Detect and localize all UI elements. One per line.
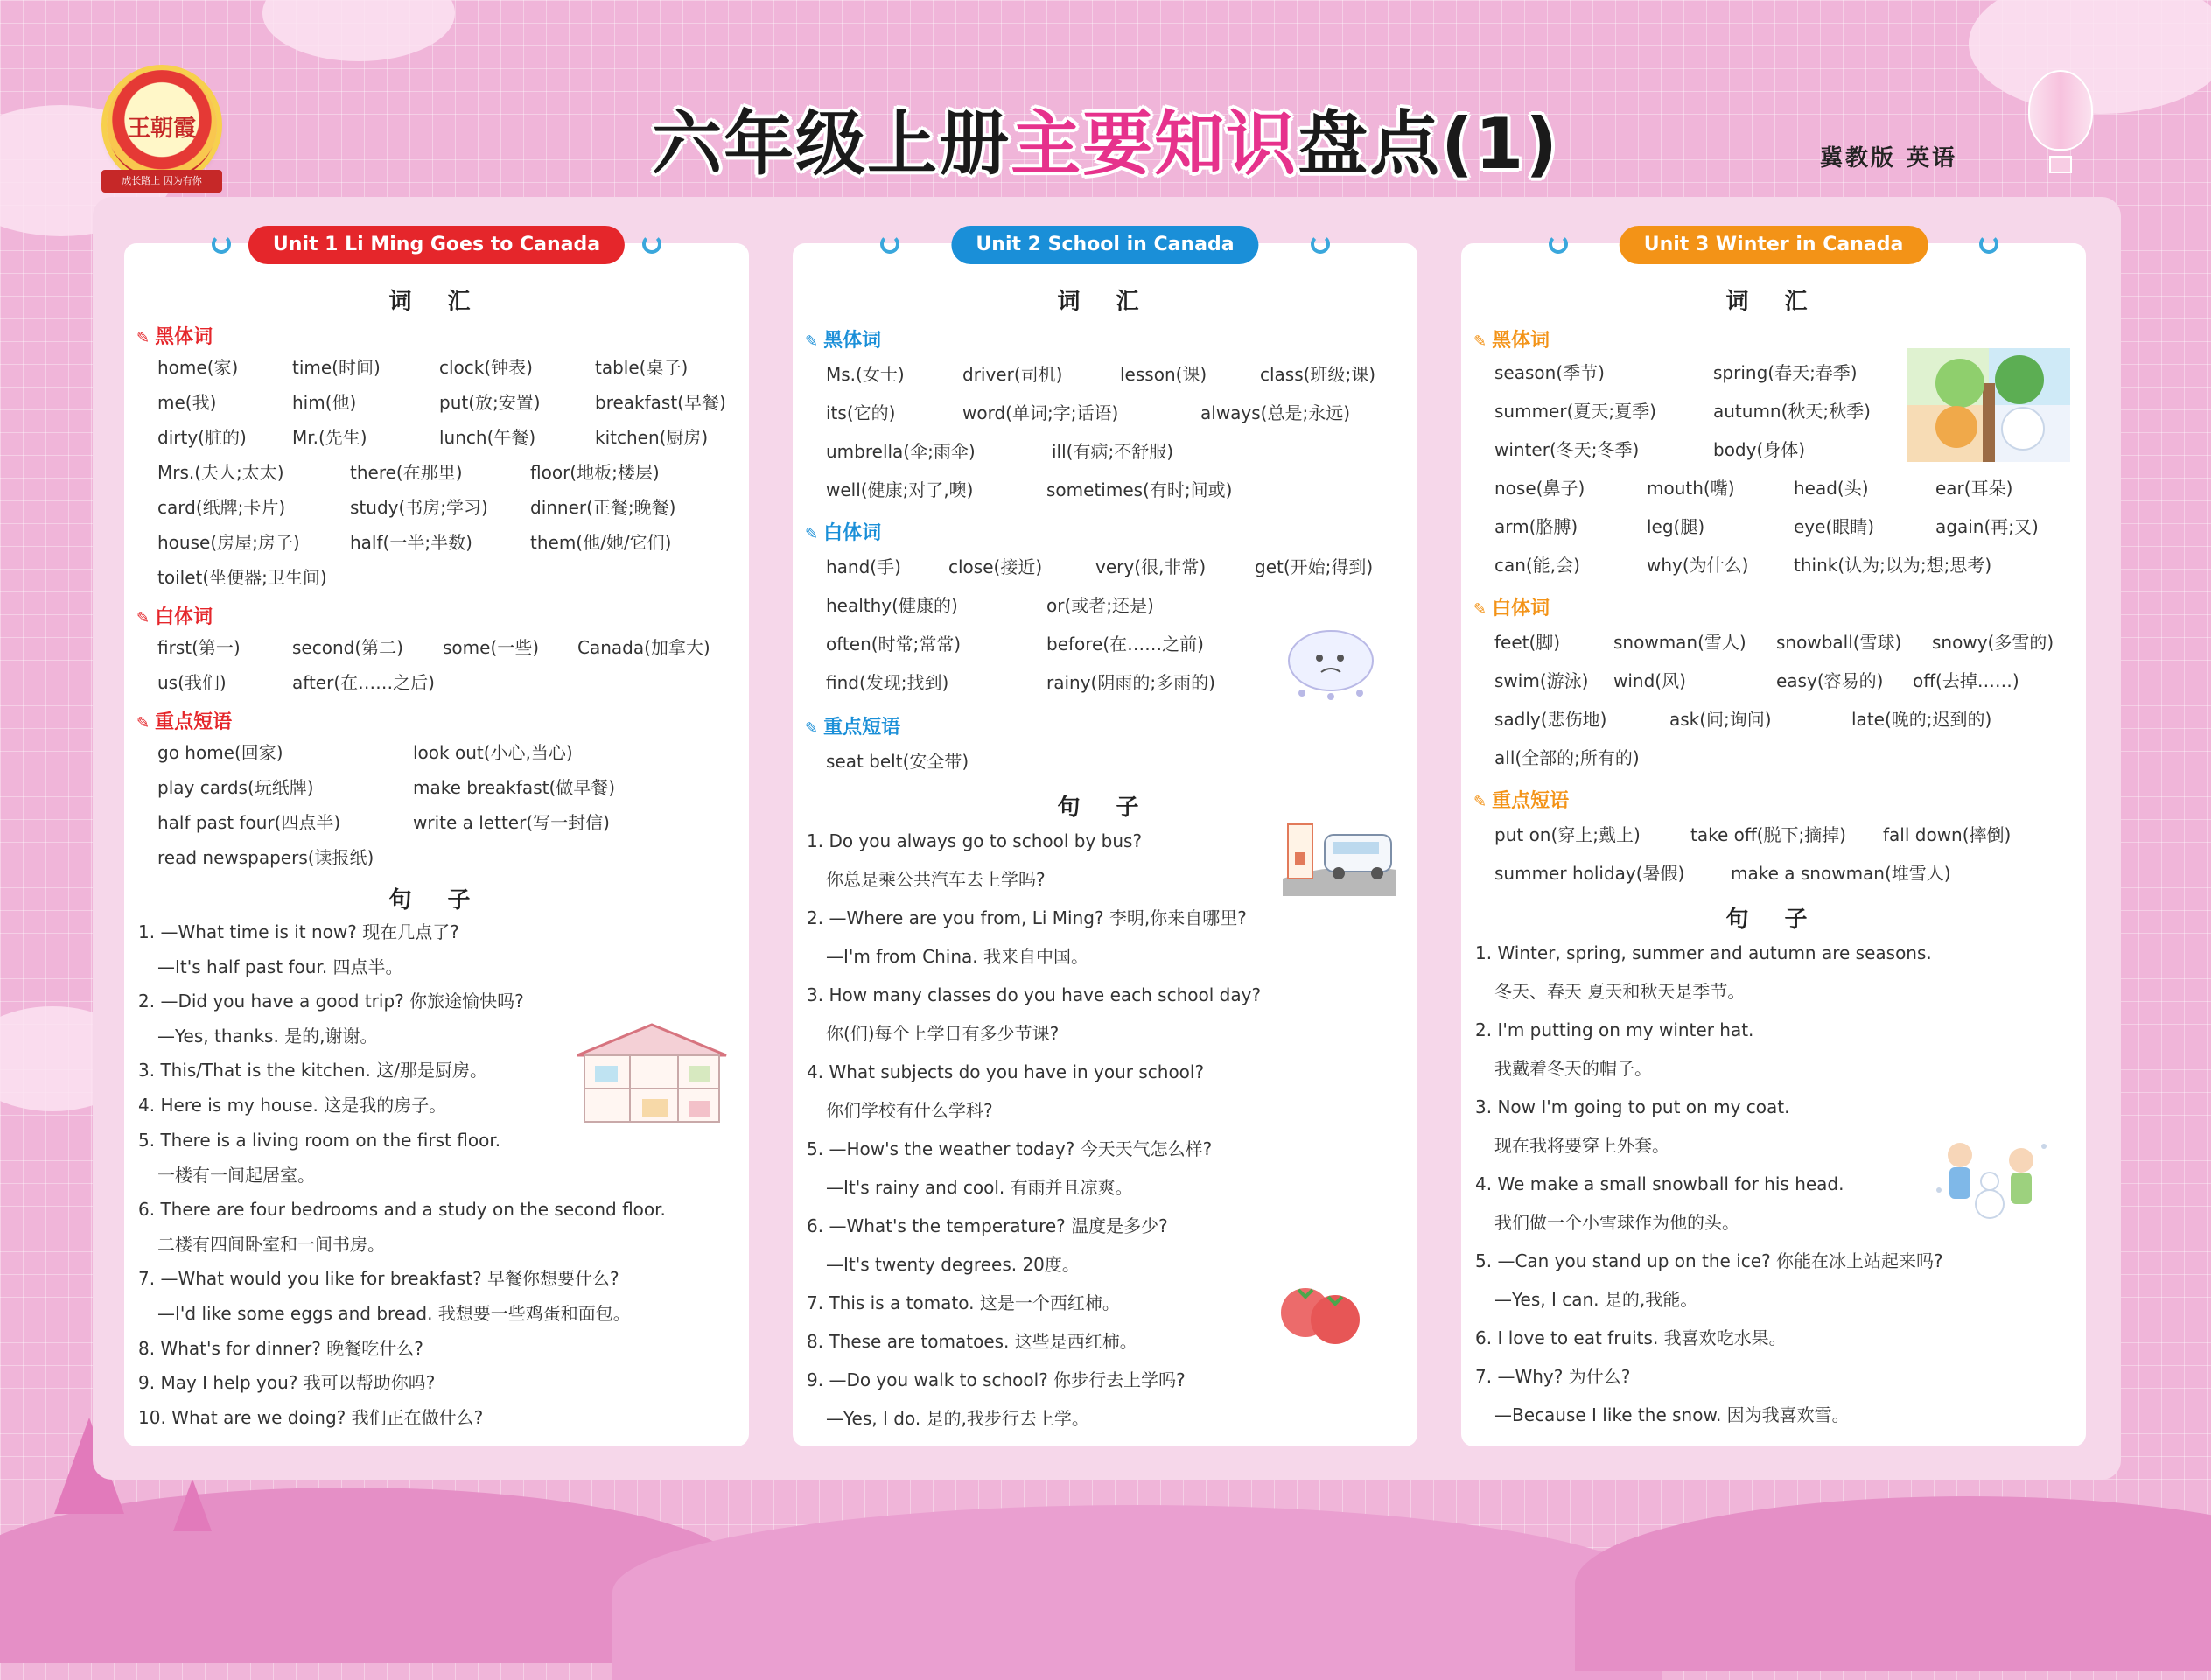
word: umbrella(伞;雨伞) — [826, 441, 976, 462]
sentence-line: 1. Winter, spring, summer and autumn are seasons. — [1475, 942, 1932, 963]
sentence-line: 9. May I help you? 我可以帮助你吗? — [138, 1372, 436, 1393]
white-words-label — [805, 518, 881, 545]
background-hill — [1575, 1496, 2211, 1671]
pen-icon: ✎ — [1473, 600, 1487, 619]
word: them(他/她/它们) — [530, 532, 672, 553]
bold-words-label — [805, 326, 881, 353]
word: find(发现;找到) — [826, 672, 949, 693]
sentence-line: —Yes, I can. 是的,我能。 — [1494, 1289, 1698, 1310]
sentence-line: 你(们)每个上学日有多少节课? — [826, 1023, 1060, 1044]
word: driver(司机) — [962, 364, 1063, 385]
word: put(放;安置) — [439, 392, 541, 413]
subhead-text: 黑体词 — [1492, 330, 1550, 352]
word: late(晚的;迟到的) — [1851, 709, 1992, 730]
phrase: seat belt(安全带) — [826, 751, 969, 772]
word: ear(耳朵) — [1935, 478, 2013, 499]
sentence-line: 现在我将要穿上外套。 — [1494, 1135, 1669, 1156]
word: snowy(多雪的) — [1932, 632, 2054, 653]
word: there(在那里) — [350, 462, 463, 483]
word: clock(钟表) — [439, 357, 533, 378]
subhead-text: 白体词 — [155, 606, 213, 628]
word: nose(鼻子) — [1494, 478, 1585, 499]
word: ask(问;询问) — [1669, 709, 1772, 730]
sentence-line: 二楼有四间卧室和一间书房。 — [157, 1234, 385, 1255]
sentence-line: 6. I love to eat fruits. 我喜欢吃水果。 — [1475, 1327, 1787, 1348]
word: some(一些) — [443, 637, 540, 658]
title-highlight: 主要知识 — [1011, 103, 1298, 185]
word: dirty(脏的) — [157, 427, 247, 448]
vocab-heading: 词 汇 — [1725, 289, 1822, 315]
word: Canada(加拿大) — [577, 637, 710, 658]
brand-ribbon: 成长路上 因为有你 — [101, 170, 222, 192]
word: after(在……之后) — [292, 672, 435, 693]
word: summer(夏天;夏季) — [1494, 401, 1656, 422]
sentence-line: 你们学校有什么学科? — [826, 1100, 993, 1121]
word: second(第二) — [292, 637, 403, 658]
pine-tree-icon — [173, 1479, 212, 1531]
word: always(总是;永远) — [1200, 402, 1351, 424]
word: ill(有病;不舒服) — [1052, 441, 1174, 462]
phrase: put on(穿上;戴上) — [1494, 824, 1641, 845]
word: well(健康;对了,噢) — [826, 480, 974, 500]
sentence-line: 4. Here is my house. 这是我的房子。 — [138, 1095, 447, 1116]
key-phrases-label — [1473, 786, 1569, 813]
word: season(季节) — [1494, 362, 1605, 383]
word: why(为什么) — [1647, 555, 1749, 576]
word: eye(眼睛) — [1794, 516, 1875, 537]
sentence-line: 你总是乘公共汽车去上学吗? — [826, 869, 1046, 890]
word: healthy(健康的) — [826, 595, 958, 616]
brand-name: 王朝霞 — [127, 116, 196, 142]
unit3-panel — [1461, 234, 2086, 1446]
word: head(头) — [1794, 478, 1869, 499]
word: mouth(嘴) — [1647, 478, 1735, 499]
word: very(很,非常) — [1095, 556, 1207, 578]
sentence-line: 7. This is a tomato. 这是一个西红柿。 — [807, 1292, 1120, 1313]
sentence-line: 1. —What time is it now? 现在几点了? — [138, 921, 459, 942]
binder-ring-icon — [1311, 234, 1330, 254]
binder-ring-icon — [1549, 234, 1568, 254]
phrase: make a snowman(堆雪人) — [1731, 863, 1951, 884]
sentence-line: 2. —Did you have a good trip? 你旅途愉快吗? — [138, 990, 524, 1012]
title-part: 盘点 — [1298, 103, 1442, 185]
pen-icon: ✎ — [805, 525, 819, 543]
tomato-illustration — [1274, 1278, 1370, 1348]
subhead-text: 重点短语 — [823, 717, 901, 738]
sentence-line: —I'm from China. 我来自中国。 — [826, 946, 1088, 967]
word: easy(容易的) — [1776, 670, 1884, 691]
sentence-heading: 句 子 — [1725, 906, 1822, 933]
word: lesson(课) — [1120, 364, 1207, 385]
sentence-line: —Yes, thanks. 是的,谢谢。 — [157, 1026, 378, 1046]
word: toilet(坐便器;卫生间) — [157, 567, 327, 588]
sentence-line: 10. What are we doing? 我们正在做什么? — [138, 1407, 484, 1428]
sentence-line: 3. Now I'm going to put on my coat. — [1475, 1096, 1790, 1117]
word: floor(地板;楼层) — [530, 462, 660, 483]
bus-stop-illustration — [1283, 817, 1396, 896]
phrase: fall down(摔倒) — [1883, 824, 2012, 845]
white-words-label — [136, 602, 213, 629]
subhead-text: 白体词 — [1492, 598, 1550, 620]
house-illustration — [569, 1020, 735, 1125]
binder-ring-icon — [212, 234, 231, 254]
word: dinner(正餐;晚餐) — [530, 497, 676, 518]
word: lunch(午餐) — [439, 427, 536, 448]
background-cloud — [262, 0, 455, 61]
word: rainy(阴雨的;多雨的) — [1046, 672, 1215, 693]
word: table(桌子) — [595, 357, 689, 378]
word: kitchen(厨房) — [595, 427, 709, 448]
word: off(去掉……) — [1913, 670, 2019, 691]
subhead-text: 重点短语 — [155, 711, 233, 733]
sentence-line: 6. —What's the temperature? 温度是多少? — [807, 1215, 1168, 1236]
word: feet(脚) — [1494, 632, 1561, 653]
word: think(认为;以为;想;思考) — [1794, 555, 1992, 576]
subhead-text: 黑体词 — [155, 326, 213, 348]
white-words-label — [1473, 593, 1550, 620]
background-hill — [612, 1505, 1662, 1680]
sentence-line: —It's rainy and cool. 有雨并且凉爽。 — [826, 1177, 1133, 1198]
word: all(全部的;所有的) — [1494, 747, 1640, 768]
word: again(再;又) — [1935, 516, 2039, 537]
word: its(它的) — [826, 402, 896, 424]
unit2-panel — [793, 234, 1417, 1446]
sentence-line: 我戴着冬天的帽子。 — [1494, 1058, 1652, 1079]
phrase: take off(脱下;摘掉) — [1690, 824, 1846, 845]
sentence-line: 7. —What would you like for breakfast? 早餐你想要什么? — [138, 1268, 619, 1289]
balloon-basket-icon — [2049, 156, 2072, 173]
pen-icon: ✎ — [805, 332, 819, 351]
four-seasons-illustration — [1907, 348, 2070, 462]
vocab-heading: 词 汇 — [1057, 289, 1153, 315]
word: wind(风) — [1613, 670, 1686, 691]
word: him(他) — [292, 392, 357, 413]
key-phrases-label — [805, 712, 900, 739]
sentence-line: 一楼有一间起居室。 — [157, 1165, 315, 1186]
word: Mrs.(夫人;太太) — [157, 462, 284, 483]
word: Mr.(先生) — [292, 427, 367, 448]
word: house(房屋;房子) — [157, 532, 300, 553]
word: can(能,会) — [1494, 555, 1580, 576]
binder-ring-icon — [642, 234, 661, 254]
word: class(班级;课) — [1260, 364, 1375, 385]
sentence-line: 1. Do you always go to school by bus? — [807, 830, 1143, 851]
phrase: play cards(玩纸牌) — [157, 777, 314, 798]
unit3-badge: Unit 3 Winter in Canada — [1620, 226, 1928, 264]
word: sometimes(有时;间或) — [1046, 480, 1233, 500]
unit1-badge: Unit 1 Li Ming Goes to Canada — [248, 226, 625, 264]
sentence-line: 8. What's for dinner? 晚餐吃什么? — [138, 1338, 423, 1359]
sentence-line: 4. What subjects do you have in your school? — [807, 1061, 1205, 1082]
word: snowball(雪球) — [1776, 632, 1902, 653]
word: body(身体) — [1713, 439, 1806, 460]
word: first(第一) — [157, 637, 241, 658]
bold-words-label — [1473, 326, 1550, 353]
phrase: summer holiday(暑假) — [1494, 863, 1685, 884]
sentence-line: 9. —Do you walk to school? 你步行去上学吗? — [807, 1369, 1186, 1390]
sentence-line: 4. We make a small snowball for his head. — [1475, 1173, 1844, 1194]
phrase: look out(小心,当心) — [413, 742, 573, 763]
pen-icon: ✎ — [136, 329, 150, 347]
sentence-line: 2. I'm putting on my winter hat. — [1475, 1019, 1754, 1040]
phrase: go home(回家) — [157, 742, 283, 763]
sentence-line: —I'd like some eggs and bread. 我想要一些鸡蛋和面包。 — [157, 1303, 631, 1324]
sentence-heading: 句 子 — [388, 887, 485, 914]
binder-ring-icon — [880, 234, 899, 254]
phrase: make breakfast(做早餐) — [413, 777, 616, 798]
cloud-illustration — [1283, 621, 1379, 700]
word: sadly(悲伤地) — [1494, 709, 1607, 730]
word: breakfast(早餐) — [595, 392, 726, 413]
phrase: read newspapers(读报纸) — [157, 847, 374, 868]
sentence-line: —Because I like the snow. 因为我喜欢雪。 — [1494, 1404, 1850, 1425]
pen-icon: ✎ — [136, 714, 150, 732]
vocab-heading: 词 汇 — [388, 289, 485, 315]
sentence-line: 5. —How's the weather today? 今天天气怎么样? — [807, 1138, 1213, 1159]
unit1-panel — [124, 234, 749, 1446]
sentence-line: 我们做一个小雪球作为他的头。 — [1494, 1212, 1739, 1233]
word: word(单词;字;话语) — [962, 402, 1119, 424]
word: us(我们) — [157, 672, 227, 693]
page-title — [0, 88, 2211, 188]
word: leg(腿) — [1647, 516, 1705, 537]
edition-label: 冀教版 英语 — [1820, 145, 1958, 172]
word: card(纸牌;卡片) — [157, 497, 286, 518]
sentence-line: —Yes, I do. 是的,我步行去上学。 — [826, 1408, 1089, 1429]
sentence-line: 3. This/That is the kitchen. 这/那是厨房。 — [138, 1060, 487, 1081]
word: often(时常;常常) — [826, 634, 962, 654]
subhead-text: 重点短语 — [1492, 790, 1570, 812]
binder-ring-icon — [1979, 234, 1998, 254]
sentence-line: 7. —Why? 为什么? — [1475, 1366, 1631, 1387]
word: winter(冬天;冬季) — [1494, 439, 1640, 460]
sentence-line: 2. —Where are you from, Li Ming? 李明,你来自哪里? — [807, 907, 1247, 928]
sentence-heading: 句 子 — [1057, 794, 1153, 821]
sentence-line: —It's twenty degrees. 20度。 — [826, 1254, 1080, 1275]
sentence-line: 8. These are tomatoes. 这些是西红柿。 — [807, 1331, 1137, 1352]
unit2-badge: Unit 2 School in Canada — [951, 226, 1258, 264]
word: or(或者;还是) — [1046, 595, 1154, 616]
hot-air-balloon-icon — [2028, 70, 2093, 150]
word: hand(手) — [826, 556, 901, 578]
word: arm(胳膊) — [1494, 516, 1578, 537]
word: before(在……之前) — [1046, 634, 1204, 654]
sentence-line: 冬天、春天 夏天和秋天是季节。 — [1494, 981, 1746, 1002]
word: me(我) — [157, 392, 217, 413]
word: half(一半;半数) — [350, 532, 472, 553]
word: Ms.(女士) — [826, 364, 905, 385]
word: close(接近) — [948, 556, 1043, 578]
pen-icon: ✎ — [136, 609, 150, 627]
word: study(书房;学习) — [350, 497, 488, 518]
title-part: (1) — [1441, 103, 1559, 185]
pen-icon: ✎ — [1473, 332, 1487, 351]
pen-icon: ✎ — [1473, 793, 1487, 811]
word: snowman(雪人) — [1613, 632, 1746, 653]
bold-words-label — [136, 322, 213, 349]
word: home(家) — [157, 357, 239, 378]
sentence-line: —It's half past four. 四点半。 — [157, 956, 403, 977]
phrase: write a letter(写一封信) — [413, 812, 610, 833]
sentence-line: 5. There is a living room on the first floor. — [138, 1130, 501, 1151]
subhead-text: 黑体词 — [823, 330, 882, 352]
subhead-text: 白体词 — [823, 522, 882, 544]
word: time(时间) — [292, 357, 381, 378]
word: get(开始;得到) — [1255, 556, 1374, 578]
pen-icon: ✎ — [805, 719, 819, 738]
word: swim(游泳) — [1494, 670, 1589, 691]
sentence-line: 3. How many classes do you have each school day? — [807, 984, 1262, 1005]
title-part: 六年级上册 — [652, 103, 1011, 185]
sentence-line: 5. —Can you stand up on the ice? 你能在冰上站起来吗? — [1475, 1250, 1943, 1271]
sentence-line: 6. There are four bedrooms and a study on the second floor. — [138, 1199, 666, 1220]
key-phrases-label — [136, 707, 232, 734]
word: autumn(秋天;秋季) — [1713, 401, 1871, 422]
kids-snow-illustration — [1925, 1129, 2056, 1234]
phrase: half past four(四点半) — [157, 812, 341, 833]
word: spring(春天;春季) — [1713, 362, 1858, 383]
